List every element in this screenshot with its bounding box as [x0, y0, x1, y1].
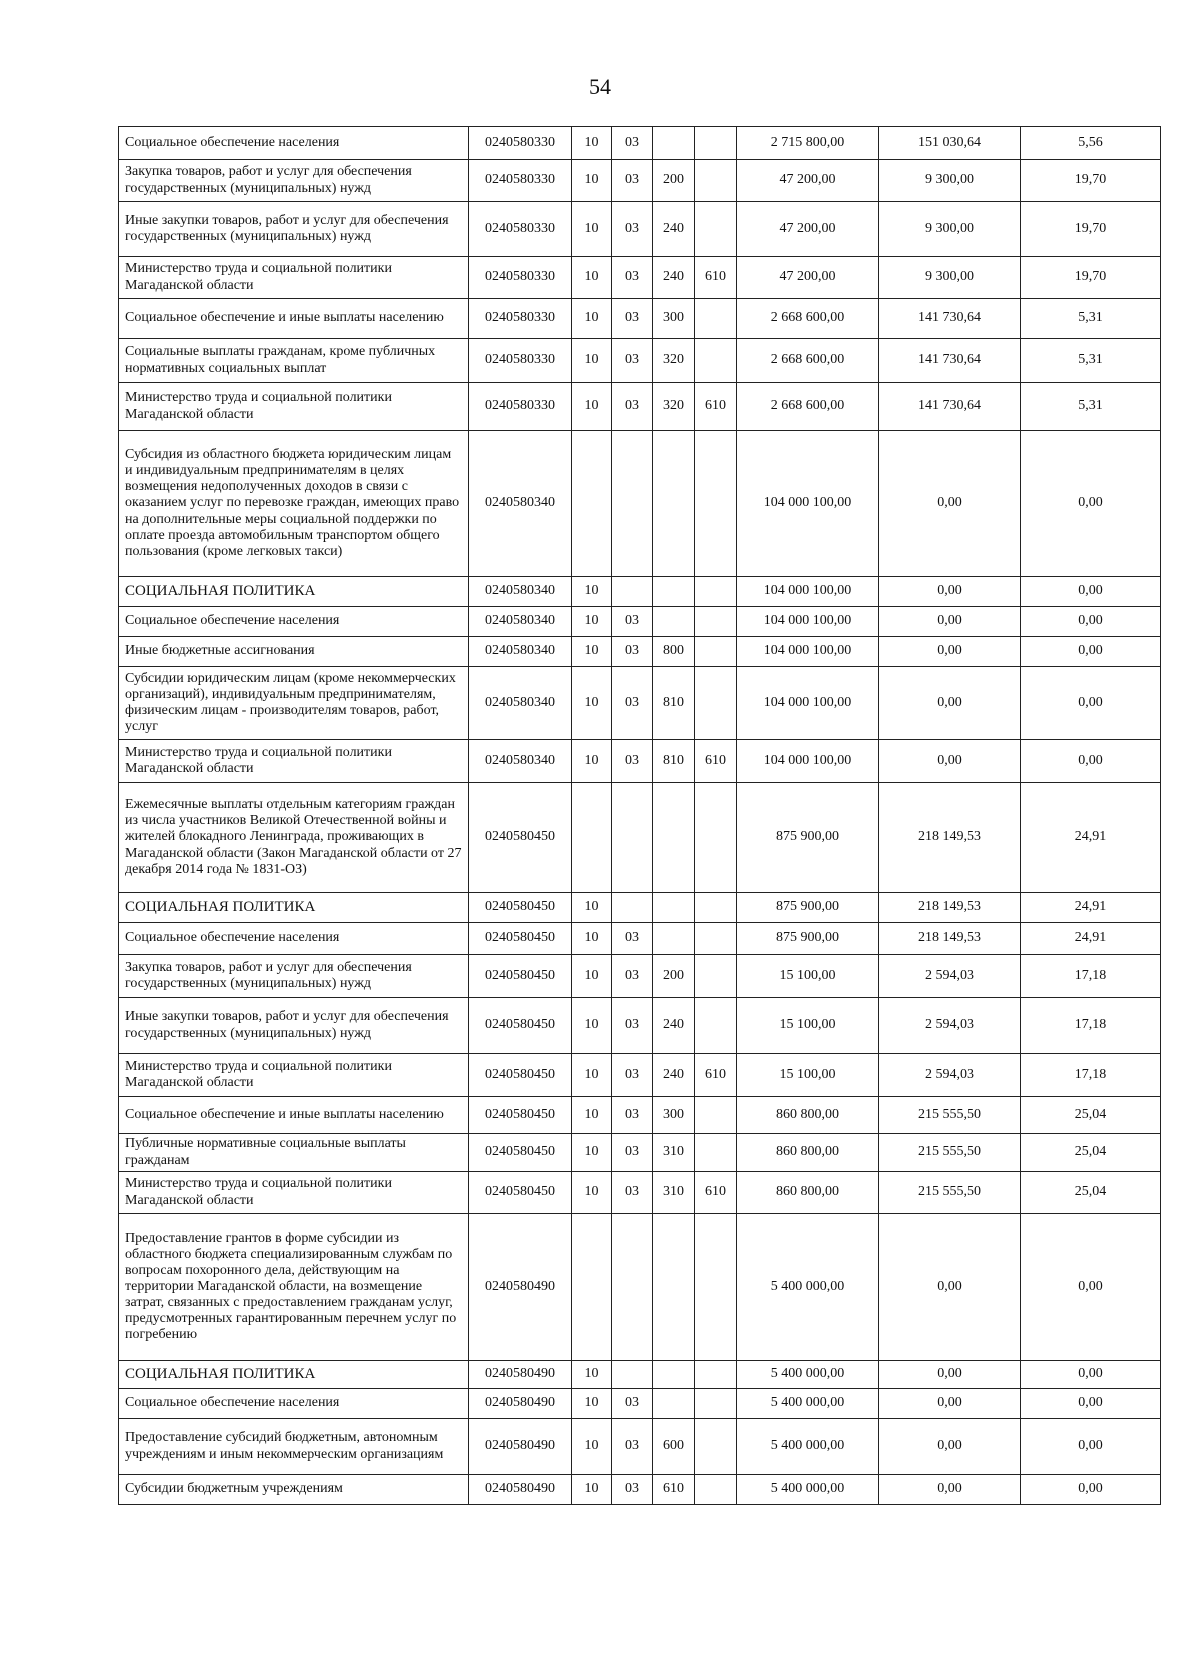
row-name-cell: Иные бюджетные ассигнования [119, 637, 469, 667]
planned-amount-cell: 104 000 100,00 [737, 431, 879, 577]
target-article-code-cell: 0240580330 [469, 257, 572, 299]
administrator-code-cell [695, 998, 737, 1054]
section-code-cell: 10 [572, 1389, 612, 1419]
administrator-code-cell: 610 [695, 1172, 737, 1214]
expense-type-code-cell: 810 [653, 740, 695, 783]
target-article-code-cell: 0240580340 [469, 667, 572, 740]
executed-amount-cell: 0,00 [879, 431, 1021, 577]
execution-percent-cell: 0,00 [1021, 607, 1161, 637]
target-article-code-cell: 0240580490 [469, 1475, 572, 1505]
table-row [119, 667, 1161, 740]
row-name-cell: Иные закупки товаров, работ и услуг для обеспечения государственных (муниципальных) нужд [119, 998, 469, 1054]
administrator-code-cell [695, 1419, 737, 1475]
expense-type-code-cell [653, 127, 695, 160]
administrator-code-cell: 610 [695, 257, 737, 299]
subsection-code-cell: 03 [612, 1134, 653, 1172]
execution-percent-cell: 25,04 [1021, 1134, 1161, 1172]
target-article-code-cell: 0240580450 [469, 923, 572, 955]
expense-type-code-cell: 600 [653, 1419, 695, 1475]
section-code-cell: 10 [572, 1419, 612, 1475]
section-code-cell: 10 [572, 998, 612, 1054]
expense-type-code-cell: 320 [653, 339, 695, 383]
target-article-code-cell: 0240580330 [469, 160, 572, 202]
planned-amount-cell: 15 100,00 [737, 955, 879, 998]
administrator-code-cell [695, 783, 737, 893]
execution-percent-cell: 5,31 [1021, 299, 1161, 339]
expense-type-code-cell [653, 893, 695, 923]
subsection-code-cell: 03 [612, 257, 653, 299]
executed-amount-cell: 0,00 [879, 1214, 1021, 1361]
table-row [119, 923, 1161, 955]
planned-amount-cell: 104 000 100,00 [737, 607, 879, 637]
administrator-code-cell [695, 607, 737, 637]
target-article-code-cell: 0240580340 [469, 607, 572, 637]
table-row [119, 1475, 1161, 1505]
section-code-cell: 10 [572, 160, 612, 202]
target-article-code-cell: 0240580330 [469, 127, 572, 160]
executed-amount-cell: 0,00 [879, 607, 1021, 637]
section-code-cell: 10 [572, 339, 612, 383]
executed-amount-cell: 215 555,50 [879, 1172, 1021, 1214]
row-name-cell: Субсидии бюджетным учреждениям [119, 1475, 469, 1505]
administrator-code-cell [695, 577, 737, 607]
administrator-code-cell [695, 1214, 737, 1361]
table-row [119, 637, 1161, 667]
table-row [119, 577, 1161, 607]
planned-amount-cell: 15 100,00 [737, 998, 879, 1054]
administrator-code-cell [695, 160, 737, 202]
row-name-cell: СОЦИАЛЬНАЯ ПОЛИТИКА [119, 893, 469, 923]
planned-amount-cell: 47 200,00 [737, 160, 879, 202]
section-code-cell [572, 1214, 612, 1361]
planned-amount-cell: 15 100,00 [737, 1054, 879, 1097]
administrator-code-cell [695, 923, 737, 955]
planned-amount-cell: 5 400 000,00 [737, 1475, 879, 1505]
expense-type-code-cell [653, 923, 695, 955]
administrator-code-cell: 610 [695, 1054, 737, 1097]
row-name-cell: Публичные нормативные социальные выплаты гражданам [119, 1134, 469, 1172]
executed-amount-cell: 0,00 [879, 1419, 1021, 1475]
row-name-cell: Социальное обеспечение населения [119, 923, 469, 955]
section-code-cell: 10 [572, 202, 612, 257]
administrator-code-cell [695, 1097, 737, 1134]
table-body [119, 127, 1161, 1505]
executed-amount-cell: 2 594,03 [879, 955, 1021, 998]
row-name-cell: Социальное обеспечение населения [119, 1389, 469, 1419]
subsection-code-cell: 03 [612, 955, 653, 998]
execution-percent-cell: 0,00 [1021, 1419, 1161, 1475]
target-article-code-cell: 0240580340 [469, 637, 572, 667]
row-name-cell: Социальное обеспечение и иные выплаты населению [119, 299, 469, 339]
target-article-code-cell: 0240580450 [469, 1054, 572, 1097]
administrator-code-cell [695, 893, 737, 923]
execution-percent-cell: 17,18 [1021, 955, 1161, 998]
planned-amount-cell: 860 800,00 [737, 1097, 879, 1134]
planned-amount-cell: 5 400 000,00 [737, 1419, 879, 1475]
subsection-code-cell: 03 [612, 637, 653, 667]
executed-amount-cell: 9 300,00 [879, 257, 1021, 299]
row-name-cell: Закупка товаров, работ и услуг для обеспечения государственных (муниципальных) нужд [119, 160, 469, 202]
executed-amount-cell: 0,00 [879, 740, 1021, 783]
table-row [119, 783, 1161, 893]
planned-amount-cell: 47 200,00 [737, 257, 879, 299]
target-article-code-cell: 0240580490 [469, 1361, 572, 1389]
target-article-code-cell: 0240580330 [469, 383, 572, 431]
subsection-code-cell [612, 783, 653, 893]
row-name-cell: Министерство труда и социальной политики Магаданской области [119, 740, 469, 783]
subsection-code-cell: 03 [612, 667, 653, 740]
section-code-cell: 10 [572, 1361, 612, 1389]
planned-amount-cell: 104 000 100,00 [737, 577, 879, 607]
administrator-code-cell [695, 1361, 737, 1389]
expense-type-code-cell: 300 [653, 1097, 695, 1134]
subsection-code-cell [612, 1361, 653, 1389]
executed-amount-cell: 141 730,64 [879, 299, 1021, 339]
row-name-cell: Министерство труда и социальной политики Магаданской области [119, 1054, 469, 1097]
expense-type-code-cell [653, 783, 695, 893]
target-article-code-cell: 0240580340 [469, 431, 572, 577]
planned-amount-cell: 104 000 100,00 [737, 637, 879, 667]
execution-percent-cell: 0,00 [1021, 740, 1161, 783]
subsection-code-cell: 03 [612, 339, 653, 383]
table-row [119, 1172, 1161, 1214]
section-code-cell: 10 [572, 1097, 612, 1134]
administrator-code-cell [695, 299, 737, 339]
row-name-cell: Социальное обеспечение и иные выплаты населению [119, 1097, 469, 1134]
executed-amount-cell: 141 730,64 [879, 339, 1021, 383]
expense-type-code-cell: 610 [653, 1475, 695, 1505]
row-name-cell: Субсидии юридическим лицам (кроме некоммерческих организаций), индивидуальным предпринимателям, физическим лицам - производителям товаров, работ, услуг [119, 667, 469, 740]
expense-type-code-cell: 310 [653, 1172, 695, 1214]
section-code-cell: 10 [572, 955, 612, 998]
executed-amount-cell: 0,00 [879, 577, 1021, 607]
executed-amount-cell: 218 149,53 [879, 923, 1021, 955]
table-row [119, 202, 1161, 257]
table-row [119, 607, 1161, 637]
expense-type-code-cell: 800 [653, 637, 695, 667]
row-name-cell: Закупка товаров, работ и услуг для обеспечения государственных (муниципальных) нужд [119, 955, 469, 998]
execution-percent-cell: 19,70 [1021, 202, 1161, 257]
subsection-code-cell: 03 [612, 383, 653, 431]
subsection-code-cell: 03 [612, 1389, 653, 1419]
execution-percent-cell: 24,91 [1021, 923, 1161, 955]
planned-amount-cell: 875 900,00 [737, 893, 879, 923]
subsection-code-cell: 03 [612, 160, 653, 202]
execution-percent-cell: 0,00 [1021, 1214, 1161, 1361]
expense-type-code-cell: 200 [653, 955, 695, 998]
expense-type-code-cell: 810 [653, 667, 695, 740]
section-code-cell: 10 [572, 923, 612, 955]
table-row [119, 1389, 1161, 1419]
administrator-code-cell [695, 202, 737, 257]
execution-percent-cell: 5,31 [1021, 383, 1161, 431]
expense-type-code-cell: 300 [653, 299, 695, 339]
target-article-code-cell: 0240580450 [469, 1134, 572, 1172]
subsection-code-cell: 03 [612, 202, 653, 257]
execution-percent-cell: 17,18 [1021, 998, 1161, 1054]
target-article-code-cell: 0240580450 [469, 1097, 572, 1134]
execution-percent-cell: 25,04 [1021, 1172, 1161, 1214]
table-row [119, 257, 1161, 299]
table-row [119, 431, 1161, 577]
subsection-code-cell [612, 431, 653, 577]
execution-percent-cell: 0,00 [1021, 1475, 1161, 1505]
section-code-cell: 10 [572, 667, 612, 740]
expense-type-code-cell: 240 [653, 257, 695, 299]
subsection-code-cell: 03 [612, 1054, 653, 1097]
target-article-code-cell: 0240580490 [469, 1419, 572, 1475]
target-article-code-cell: 0240580450 [469, 893, 572, 923]
table-row [119, 1134, 1161, 1172]
section-code-cell: 10 [572, 893, 612, 923]
table-row [119, 1097, 1161, 1134]
execution-percent-cell: 0,00 [1021, 1389, 1161, 1419]
section-code-cell: 10 [572, 1475, 612, 1505]
row-name-cell: Иные закупки товаров, работ и услуг для обеспечения государственных (муниципальных) нужд [119, 202, 469, 257]
section-code-cell: 10 [572, 383, 612, 431]
section-code-cell: 10 [572, 607, 612, 637]
administrator-code-cell [695, 339, 737, 383]
target-article-code-cell: 0240580450 [469, 783, 572, 893]
expense-type-code-cell [653, 1361, 695, 1389]
subsection-code-cell: 03 [612, 1097, 653, 1134]
administrator-code-cell [695, 1134, 737, 1172]
table-row [119, 1419, 1161, 1475]
subsection-code-cell: 03 [612, 607, 653, 637]
execution-percent-cell: 0,00 [1021, 577, 1161, 607]
executed-amount-cell: 218 149,53 [879, 893, 1021, 923]
executed-amount-cell: 0,00 [879, 1389, 1021, 1419]
subsection-code-cell: 03 [612, 740, 653, 783]
budget-execution-table [118, 126, 1161, 1505]
planned-amount-cell: 875 900,00 [737, 783, 879, 893]
execution-percent-cell: 17,18 [1021, 1054, 1161, 1097]
table-row [119, 893, 1161, 923]
execution-percent-cell: 24,91 [1021, 893, 1161, 923]
row-name-cell: Социальные выплаты гражданам, кроме публичных нормативных социальных выплат [119, 339, 469, 383]
row-name-cell: Министерство труда и социальной политики Магаданской области [119, 257, 469, 299]
table-row [119, 127, 1161, 160]
planned-amount-cell: 2 668 600,00 [737, 299, 879, 339]
executed-amount-cell: 0,00 [879, 637, 1021, 667]
page-number: 54 [589, 74, 611, 99]
expense-type-code-cell: 310 [653, 1134, 695, 1172]
row-name-cell: Предоставление субсидий бюджетным, автономным учреждениям и иным некоммерческим организациям [119, 1419, 469, 1475]
target-article-code-cell: 0240580330 [469, 202, 572, 257]
administrator-code-cell [695, 955, 737, 998]
administrator-code-cell [695, 1475, 737, 1505]
executed-amount-cell: 0,00 [879, 1475, 1021, 1505]
administrator-code-cell: 610 [695, 383, 737, 431]
row-name-cell: Социальное обеспечение населения [119, 607, 469, 637]
section-code-cell: 10 [572, 1054, 612, 1097]
expense-type-code-cell: 320 [653, 383, 695, 431]
row-name-cell: Министерство труда и социальной политики Магаданской области [119, 1172, 469, 1214]
target-article-code-cell: 0240580450 [469, 955, 572, 998]
planned-amount-cell: 5 400 000,00 [737, 1361, 879, 1389]
target-article-code-cell: 0240580340 [469, 740, 572, 783]
section-code-cell: 10 [572, 127, 612, 160]
execution-percent-cell: 19,70 [1021, 160, 1161, 202]
target-article-code-cell: 0240580330 [469, 339, 572, 383]
expense-type-code-cell: 240 [653, 202, 695, 257]
execution-percent-cell: 19,70 [1021, 257, 1161, 299]
administrator-code-cell [695, 667, 737, 740]
execution-percent-cell: 25,04 [1021, 1097, 1161, 1134]
planned-amount-cell: 104 000 100,00 [737, 667, 879, 740]
table-row [119, 1054, 1161, 1097]
target-article-code-cell: 0240580490 [469, 1214, 572, 1361]
section-code-cell: 10 [572, 1172, 612, 1214]
planned-amount-cell: 5 400 000,00 [737, 1214, 879, 1361]
target-article-code-cell: 0240580450 [469, 998, 572, 1054]
executed-amount-cell: 215 555,50 [879, 1134, 1021, 1172]
planned-amount-cell: 2 715 800,00 [737, 127, 879, 160]
row-name-cell: СОЦИАЛЬНАЯ ПОЛИТИКА [119, 577, 469, 607]
section-code-cell [572, 783, 612, 893]
expense-type-code-cell [653, 431, 695, 577]
administrator-code-cell: 610 [695, 740, 737, 783]
expense-type-code-cell [653, 1389, 695, 1419]
planned-amount-cell: 104 000 100,00 [737, 740, 879, 783]
planned-amount-cell: 860 800,00 [737, 1172, 879, 1214]
subsection-code-cell: 03 [612, 127, 653, 160]
expense-type-code-cell: 240 [653, 998, 695, 1054]
target-article-code-cell: 0240580330 [469, 299, 572, 339]
target-article-code-cell: 0240580450 [469, 1172, 572, 1214]
execution-percent-cell: 0,00 [1021, 667, 1161, 740]
row-name-cell: Министерство труда и социальной политики Магаданской области [119, 383, 469, 431]
table-row [119, 339, 1161, 383]
table-row [119, 740, 1161, 783]
executed-amount-cell: 2 594,03 [879, 998, 1021, 1054]
table-row [119, 955, 1161, 998]
subsection-code-cell: 03 [612, 1475, 653, 1505]
administrator-code-cell [695, 1389, 737, 1419]
execution-percent-cell: 0,00 [1021, 1361, 1161, 1389]
table-row [119, 299, 1161, 339]
subsection-code-cell: 03 [612, 1172, 653, 1214]
section-code-cell: 10 [572, 299, 612, 339]
execution-percent-cell: 24,91 [1021, 783, 1161, 893]
section-code-cell [572, 431, 612, 577]
planned-amount-cell: 5 400 000,00 [737, 1389, 879, 1419]
row-name-cell: Предоставление грантов в форме субсидии из областного бюджета специализированным службам по вопросам похоронного дела, действующим на территории Магаданской области, на возмещение затрат, связанных с предоставлением гражданам услуг, предусмотренных гарантированным перечнем услуг по погребению [119, 1214, 469, 1361]
administrator-code-cell [695, 637, 737, 667]
planned-amount-cell: 2 668 600,00 [737, 383, 879, 431]
executed-amount-cell: 218 149,53 [879, 783, 1021, 893]
executed-amount-cell: 151 030,64 [879, 127, 1021, 160]
administrator-code-cell [695, 127, 737, 160]
expense-type-code-cell: 240 [653, 1054, 695, 1097]
subsection-code-cell [612, 893, 653, 923]
table-row [119, 383, 1161, 431]
table-row [119, 160, 1161, 202]
planned-amount-cell: 860 800,00 [737, 1134, 879, 1172]
section-code-cell: 10 [572, 740, 612, 783]
planned-amount-cell: 875 900,00 [737, 923, 879, 955]
target-article-code-cell: 0240580340 [469, 577, 572, 607]
subsection-code-cell: 03 [612, 923, 653, 955]
expense-type-code-cell [653, 577, 695, 607]
row-name-cell: СОЦИАЛЬНАЯ ПОЛИТИКА [119, 1361, 469, 1389]
executed-amount-cell: 9 300,00 [879, 202, 1021, 257]
planned-amount-cell: 2 668 600,00 [737, 339, 879, 383]
expense-type-code-cell [653, 1214, 695, 1361]
planned-amount-cell: 47 200,00 [737, 202, 879, 257]
execution-percent-cell: 0,00 [1021, 431, 1161, 577]
table-row [119, 1214, 1161, 1361]
section-code-cell: 10 [572, 637, 612, 667]
subsection-code-cell: 03 [612, 1419, 653, 1475]
executed-amount-cell: 0,00 [879, 667, 1021, 740]
expense-type-code-cell [653, 607, 695, 637]
row-name-cell: Ежемесячные выплаты отдельным категориям граждан из числа участников Великой Отечественной войны и жителей блокадного Ленинграда, проживающих в Магаданской области (Закон Магаданской области от 27 декабря 2014 года № 1831-ОЗ) [119, 783, 469, 893]
table-row [119, 998, 1161, 1054]
executed-amount-cell: 215 555,50 [879, 1097, 1021, 1134]
execution-percent-cell: 5,56 [1021, 127, 1161, 160]
executed-amount-cell: 141 730,64 [879, 383, 1021, 431]
executed-amount-cell: 9 300,00 [879, 160, 1021, 202]
subsection-code-cell: 03 [612, 998, 653, 1054]
execution-percent-cell: 0,00 [1021, 637, 1161, 667]
subsection-code-cell: 03 [612, 299, 653, 339]
row-name-cell: Социальное обеспечение населения [119, 127, 469, 160]
section-code-cell: 10 [572, 1134, 612, 1172]
section-code-cell: 10 [572, 257, 612, 299]
table-row [119, 1361, 1161, 1389]
subsection-code-cell [612, 577, 653, 607]
administrator-code-cell [695, 431, 737, 577]
row-name-cell: Субсидия из областного бюджета юридическим лицам и индивидуальным предпринимателям в целях возмещения недополученных доходов в связи с оказанием услуг по перевозке граждан, имеющих право на дополнительные меры социальной поддержки по оплате проезда автомобильным транспортом общего пользования (кроме легковых такси) [119, 431, 469, 577]
expense-type-code-cell: 200 [653, 160, 695, 202]
subsection-code-cell [612, 1214, 653, 1361]
execution-percent-cell: 5,31 [1021, 339, 1161, 383]
executed-amount-cell: 0,00 [879, 1361, 1021, 1389]
target-article-code-cell: 0240580490 [469, 1389, 572, 1419]
executed-amount-cell: 2 594,03 [879, 1054, 1021, 1097]
section-code-cell: 10 [572, 577, 612, 607]
